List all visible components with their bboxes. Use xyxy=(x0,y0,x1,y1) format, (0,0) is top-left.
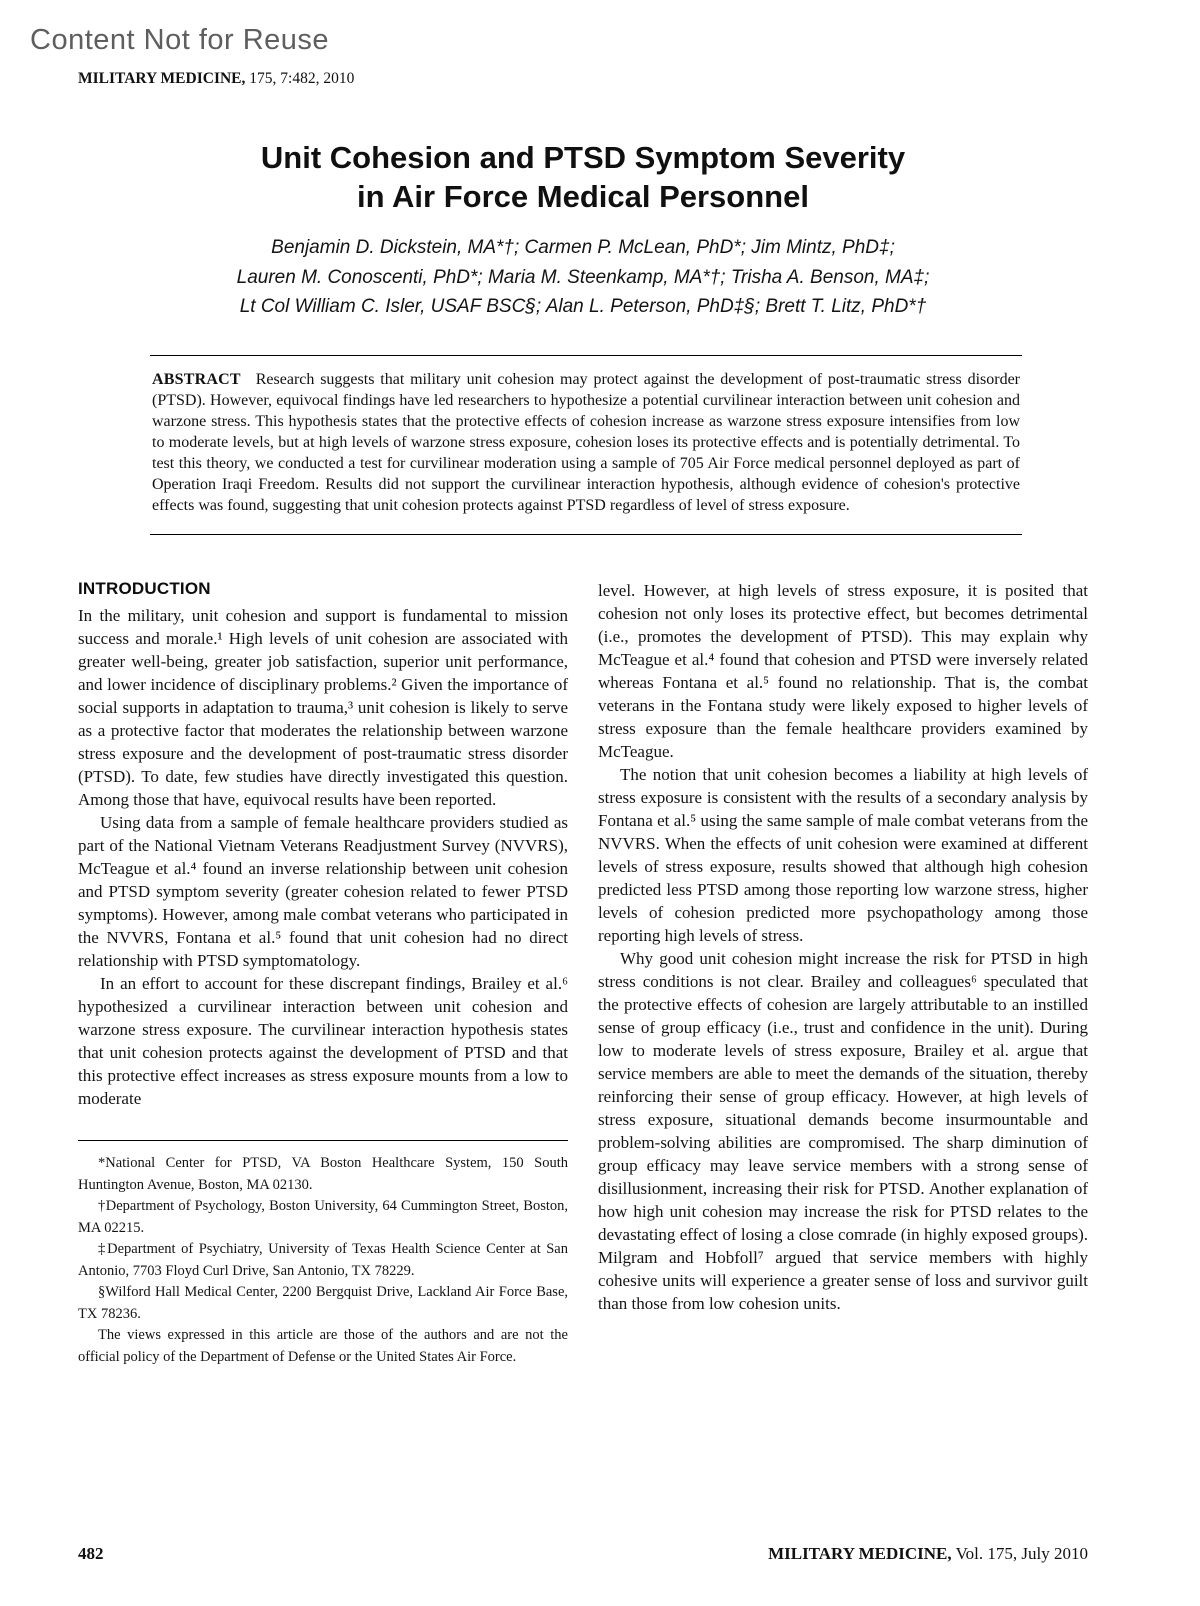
footnotes-block xyxy=(78,1153,568,1368)
intro-paragraph-1: In the military, unit cohesion and support is fundamental to mission success and morale.¹ High levels of unit cohesion are associated with greater well-being, greater job satisfaction, superior unit performance, and lower incidence of disciplinary problems.² Given the importance of social supports in adaptation to trauma,³ unit cohesion is likely to serve as a protective factor that moderates the relationship between warzone stress exposure and the development of post-traumatic stress disorder (PTSD). To date, few studies have directly investigated this question. Among those that have, equivocal results have been reported. xyxy=(78,606,568,810)
footer-journal-line xyxy=(768,1544,1088,1564)
intro-paragraph-2: Using data from a sample of female healthcare providers studied as part of the National Vietnam Veterans Readjustment Survey (NVVRS), McTeague et al.⁴ found an inverse relationship between unit cohesion and PTSD symptom severity (greater cohesion related to fewer PTSD symptoms). However, among male combat veterans who participated in the NVVRS, Fontana et al.⁵ found that unit cohesion had no direct relationship with PTSD symptomatology. xyxy=(78,813,568,971)
journal-name: MILITARY MEDICINE, xyxy=(78,70,246,87)
right-paragraph-3: Why good unit cohesion might increase the risk for PTSD in high stress conditions is not clear. Brailey and colleagues⁶ speculated that the protective effects of cohesion are largely attributable to an instilled sense of group efficacy (i.e., trust and confidence in the unit). During low to moderate levels of stress exposure, Brailey et al. argue that service members are able to meet the demands of the situation, thereby reinforcing their sense of group efficacy. However, at high levels of stress exposure, situational demands become insurmountable and problem-solving abilities are compromised. The sharp diminution of group efficacy may leave service members with a strong sense of disillusionment, increasing their risk for PTSD. Another explanation of how high unit cohesion may increase the risk for PTSD relates to the devastating effect of losing a close comrade (in highly exposed groups). Milgram and Hobfoll⁷ argued that service members with highly cohesive units will experience a greater sense of loss and survivor guilt than those from low cohesion units. xyxy=(598,949,1088,1314)
journal-citation: 175, 7:482, 2010 xyxy=(245,70,355,87)
right-column xyxy=(598,579,1088,1368)
author-line-3: Lt Col William C. Isler, USAF BSC§; Alan L. Peterson, PhD‡§; Brett T. Litz, PhD*† xyxy=(239,295,927,317)
left-column xyxy=(78,579,568,1368)
abstract-text: Research suggests that military unit cohesion may protect against the development of post-traumatic stress disorder (PTSD). However, equivocal findings have led researchers to hypothesize a potential curvilinear interaction between unit cohesion and warzone stress. This hypothesis states that the protective effects of cohesion increase as warzone stress exposure intensifies from low to moderate levels, but at high levels of warzone stress exposure, cohesion loses its protective effects and is potentially detrimental. To test this theory, we conducted a test for curvilinear moderation using a sample of 705 Air Force medical personnel deployed as part of Operation Iraqi Freedom. Results did not support the curvilinear interaction hypothesis, although evidence of cohesion's protective effects was found, suggesting that unit cohesion protects against PTSD regardless of level of stress exposure. xyxy=(152,371,1020,515)
abstract-paragraph xyxy=(152,369,1020,516)
footnote-disclaimer: The views expressed in this article are those of the authors and are not the official policy of the Department of Defense or the United States Air Force. xyxy=(78,1327,568,1365)
two-column-body xyxy=(78,579,1088,1368)
footer-journal-name: MILITARY MEDICINE, xyxy=(768,1544,952,1563)
footnote-divider xyxy=(78,1140,568,1141)
footnote-affiliation-1: *National Center for PTSD, VA Boston Healthcare System, 150 South Huntington Avenue, Boston, MA 02130. xyxy=(78,1155,568,1193)
title-line-1: Unit Cohesion and PTSD Symptom Severity xyxy=(260,140,906,175)
page-footer xyxy=(78,1544,1088,1564)
intro-paragraph-3: In an effort to account for these discrepant findings, Brailey et al.⁶ hypothesized a curvilinear interaction between unit cohesion and warzone stress exposure. The curvilinear interaction hypothesis states that unit cohesion protects against the development of PTSD and that this protective effect increases as stress exposure mounts from a low to moderate xyxy=(78,974,568,1109)
paper-title xyxy=(78,138,1088,216)
footnote-affiliation-4: §Wilford Hall Medical Center, 2200 Bergquist Drive, Lackland Air Force Base, TX 78236. xyxy=(78,1284,568,1322)
footer-journal-issue: Vol. 175, July 2010 xyxy=(951,1544,1088,1563)
abstract-label: ABSTRACT xyxy=(152,371,241,389)
abstract-block xyxy=(150,355,1022,535)
footnote-affiliation-2: †Department of Psychology, Boston University, 64 Cummington Street, Boston, MA 02215. xyxy=(78,1198,568,1236)
author-list xyxy=(78,233,1088,321)
section-heading-introduction: INTRODUCTION xyxy=(78,579,211,599)
footnote-affiliation-3: ‡Department of Psychiatry, University of Texas Health Science Center at San Antonio, 7703 Floyd Curl Drive, San Antonio, TX 78229. xyxy=(78,1241,568,1279)
author-line-2: Lauren M. Conoscenti, PhD*; Maria M. Steenkamp, MA*†; Trisha A. Benson, MA‡; xyxy=(236,266,930,288)
page-number: 482 xyxy=(78,1544,104,1563)
right-paragraph-1: level. However, at high levels of stress exposure, it is posited that cohesion not only loses its protective effect, but becomes detrimental (i.e., promotes the development of PTSD). This may explain why McTeague et al.⁴ found that cohesion and PTSD were inversely related whereas Fontana et al.⁵ found no relationship. That is, the combat veterans in the Fontana study were likely exposed to higher levels of stress exposure than the female healthcare providers examined by McTeague. xyxy=(598,581,1088,762)
journal-header xyxy=(78,70,1088,88)
watermark: Content Not for Reuse xyxy=(30,24,330,56)
right-paragraph-2: The notion that unit cohesion becomes a liability at high levels of stress exposure is consistent with the results of a secondary analysis by Fontana et al.⁵ using the same sample of male combat veterans from the NVVRS. When the effects of unit cohesion were examined at different levels of stress exposure, results showed that although high cohesion predicted less PTSD among those reporting low warzone stress, higher levels of cohesion predicted more psychopathology among those reporting high levels of stress. xyxy=(598,765,1088,946)
title-line-2: in Air Force Medical Personnel xyxy=(357,179,809,215)
author-line-1: Benjamin D. Dickstein, MA*†; Carmen P. McLean, PhD*; Jim Mintz, PhD‡; xyxy=(271,237,895,259)
